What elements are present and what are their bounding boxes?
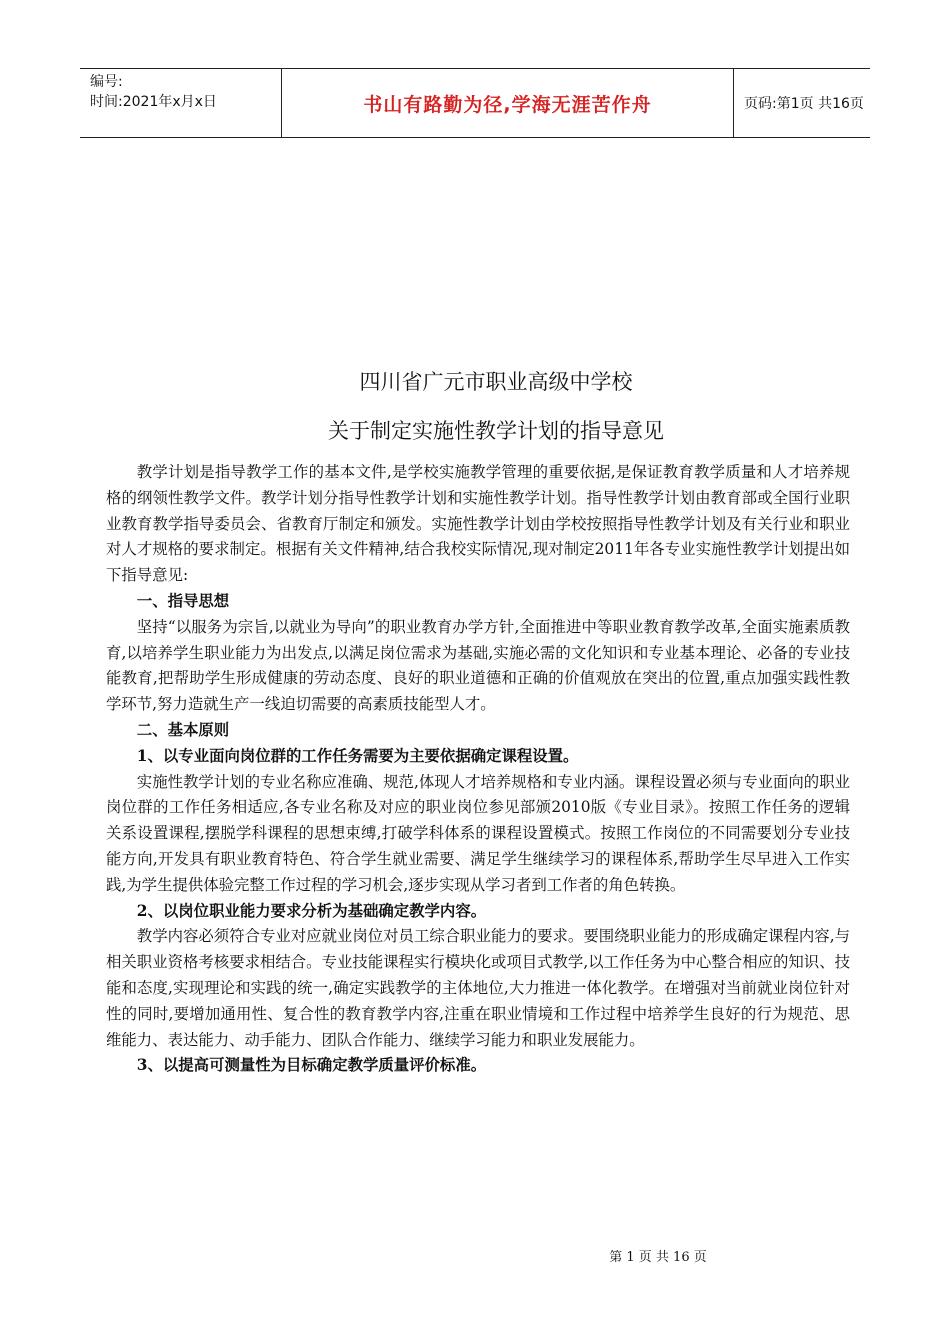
document-body bbox=[106, 460, 850, 1079]
time-label: 时间:2021年x月x日 bbox=[90, 94, 217, 110]
header-motto: 书山有路勤为径,学海无涯苦作舟 bbox=[363, 93, 652, 116]
principle-1-paragraph: 实施性教学计划的专业名称应准确、规范,体现人才培养规格和专业内涵。课程设置必须与专业面向的职业岗位群的工作任务相适应,各专业名称及对应的职业岗位参见部颁2010版《专业目录》。按照工作任务的逻辑关系设置课程,摆脱学科课程的思想束缚,打破学科体系的课程设置模式。按照工作岗位的不同需要划分专业技能方向,开发具有职业教育特色、符合学生就业需要、满足学生继续学习的课程体系,帮助学生尽早进入工作实践,为学生提供体验完整工作过程的学习机会,逐步实现从学习者到工作者的角色转换。 bbox=[106, 772, 850, 894]
document-title-line1: 四川省广元市职业高级中学校 bbox=[359, 370, 633, 394]
header-right-cell bbox=[734, 69, 870, 137]
intro-paragraph: 教学计划是指导教学工作的基本文件,是学校实施教学管理的重要依据,是保证教育教学质量和人才培养规格的纲领性教学文件。教学计划分指导性教学计划和实施性教学计划。指导性教学计划由教育部或全国行业职业教育教学指导委员会、省教育厅制定和颁发。实施性教学计划由学校按照指导性教学计划及有关行业和职业对人才规格的要求制定。根据有关文件精神,结合我校实际情况,现对制定2011年各专业实施性教学计划提出如下指导意见: bbox=[106, 463, 850, 585]
principle-3-heading: 3、以提高可测量性为目标确定教学质量评价标准。 bbox=[136, 1056, 487, 1075]
guiding-thought-paragraph: 坚持“以服务为宗旨,以就业为导向”的职业教育办学方针,全面推进中等职业教育教学改革,全面实施素质教育,以培养学生职业能力为出发点,以满足岗位需求为基础,实施必需的文化知识和专业基本理论、必备的专业技能教育,把帮助学生形成健康的劳动态度、良好的职业道德和正确的价值观放在突出的位置,重点加强实践性教学环节,努力造就生产一线迫切需要的高素质技能型人才。 bbox=[106, 617, 850, 714]
principle-2-paragraph: 教学内容必须符合专业对应就业岗位对员工综合职业能力的要求。要围绕职业能力的形成确定课程内容,与相关职业资格考核要求相结合。专业技能课程实行模块化或项目式教学,以工作任务为中心整合相应的知识、技能和态度,实现理论和实践的统一,确定实践教学的主体地位,大力推进一体化教学。在增强对当前就业岗位针对性的同时,要增加通用性、复合性的教育教学内容,注重在职业情境和工作过程中培养学生良好的行为规范、思维能力、表达能力、动手能力、团队合作能力、继续学习能力和职业发展能力。 bbox=[106, 927, 850, 1049]
header-middle-cell bbox=[282, 69, 734, 137]
number-label: 编号: bbox=[90, 74, 123, 90]
principle-1-heading: 1、以专业面向岗位群的工作任务需要为主要依据确定课程设置。 bbox=[136, 746, 579, 765]
principle-2-heading: 2、以岗位职业能力要求分析为基础确定教学内容。 bbox=[136, 901, 487, 920]
page-footer: 第 1 页 共 16 页 bbox=[609, 1250, 707, 1265]
header-table bbox=[80, 68, 870, 138]
page-info: 页码:第1页 共16页 bbox=[744, 96, 864, 112]
document-title-line2: 关于制定实施性教学计划的指导意见 bbox=[328, 419, 664, 443]
section-heading-guiding-thought: 一、指导思想 bbox=[136, 591, 230, 610]
section-heading-basic-principles: 二、基本原则 bbox=[136, 720, 230, 739]
header-left-cell bbox=[80, 69, 282, 137]
